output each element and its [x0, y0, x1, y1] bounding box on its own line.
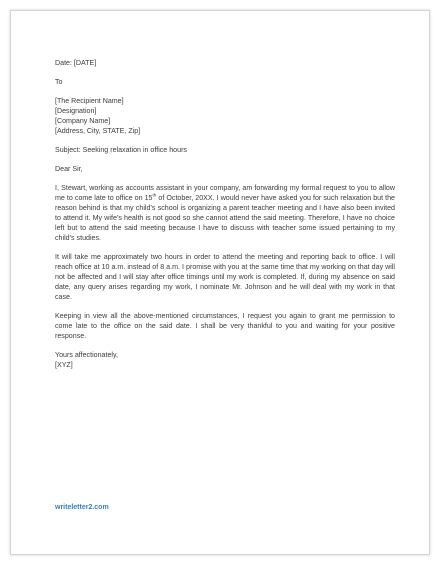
date-ordinal-suffix: th	[152, 192, 157, 198]
paragraph-1-rest: of October, 20XX. I would never have asked you for such relaxation but the reason behind is that my child’s school is organizing a parent teacher meeting and I have also been invited to attend it. My wife’s health is not good so she cannot attend the said meeting. Therefore, I have no choice left but to attend the said meeting because I have to discuss with teacher some issued pertaining to my child’s studies.	[55, 194, 396, 242]
letter-body	[55, 58, 395, 370]
recipient-name: [The Recipient Name]	[55, 97, 124, 105]
to-label: To	[55, 78, 63, 86]
recipient-address: [Address, City, STATE, Zip]	[55, 127, 141, 135]
paragraph-3: Keeping in view all the above-mentioned circumstances, I request you again to grant me permission to come late to the office on the said date. I shall be very thankful to you and waiting for your positive response.	[55, 312, 395, 340]
date-line: Date: [DATE]	[55, 59, 97, 67]
recipient-designation: [Designation]	[55, 107, 97, 115]
paragraph-1-start: I, Stewart, working as accounts assistant in your company, am forwarding my formal request to you to allow me to come late to office on 15	[55, 184, 395, 202]
footer-site-link[interactable]: writeletter2.com	[55, 504, 109, 511]
salutation: Dear Sir,	[55, 165, 83, 173]
signature-placeholder: [XYZ]	[55, 361, 73, 369]
letter-page	[10, 10, 430, 555]
closing-line: Yours affectionately,	[55, 351, 118, 359]
subject-line: Subject: Seeking relaxation in office hours	[55, 146, 187, 154]
recipient-company: [Company Name]	[55, 117, 111, 125]
paragraph-1	[55, 183, 395, 243]
paragraph-2: It will take me approximately two hours in order to attend the meeting and reporting back to office. I will reach office at 10 a.m. instead of 8 a.m. I promise with you at the same time that my working on that day will not be affected and I will stay after office timings until my work is completed. If, during my absence on said date, any query arises regarding my work, I nominate Mr. Johnson and he will deal with my work in that case.	[55, 253, 395, 301]
